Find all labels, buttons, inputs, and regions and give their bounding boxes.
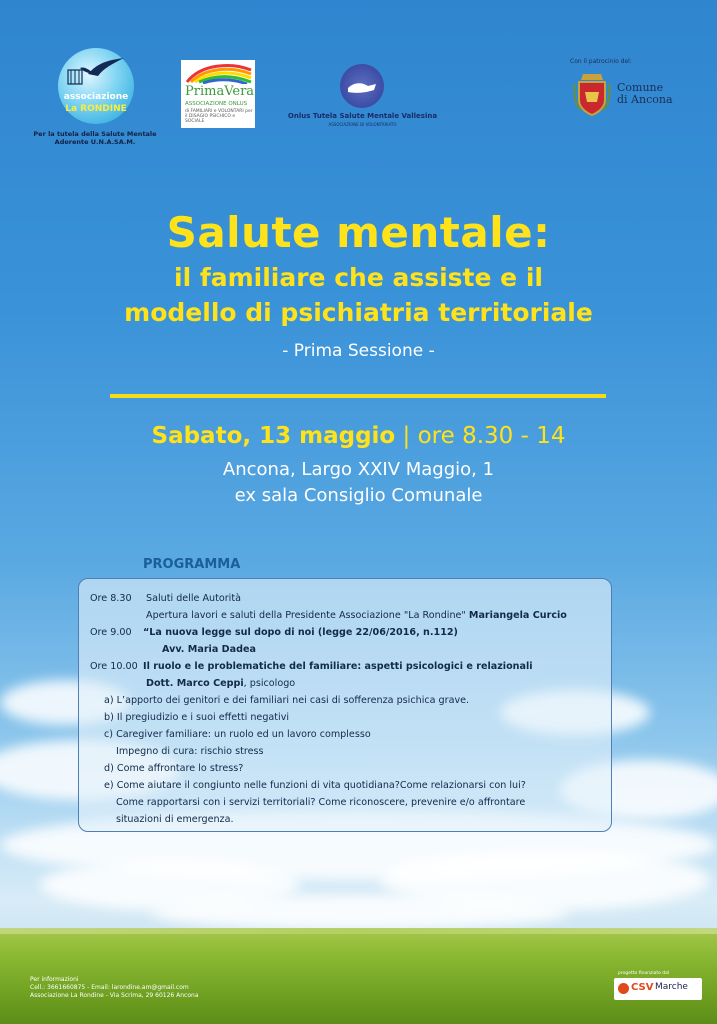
event-venue: ex sala Consiglio Comunale [234, 485, 483, 506]
rainbow-icon [181, 60, 255, 84]
ancona-coat-of-arms-icon [573, 70, 611, 116]
primavera-sub: ASSOCIAZIONE ONLUS [185, 101, 248, 107]
programme-item [146, 610, 567, 621]
title-line: il familiare che assiste e il [174, 263, 543, 292]
csv-funding-label: progetto finanziato dal [618, 971, 670, 976]
rondine-caption-line: Per la tutela della Salute Mentale [33, 130, 157, 138]
programme-subitem: situazioni di emergenza. [116, 814, 234, 825]
hands-icon [340, 64, 384, 108]
onlus-caption: Onlus Tutela Salute Mentale Vallesina [287, 112, 438, 120]
event-date-time [0, 423, 717, 449]
yellow-divider [110, 394, 606, 398]
date-separator: | [395, 423, 418, 449]
csv-marche-logo [614, 978, 702, 1000]
rondine-text-bottom: La RONDINE [65, 104, 127, 114]
contact-info [30, 976, 199, 1000]
programme-time: Ore 10.00 [90, 661, 138, 672]
onlus-vallesina-logo [340, 64, 384, 108]
contact-line: Associazione La Rondine - Via Scrima, 29 60126 Ancona [30, 992, 199, 999]
programme-subitem: b) Il pregiudizio e i suoi effetti negativi [104, 712, 290, 723]
programme-time: Ore 9.00 [90, 627, 132, 638]
cloud [150, 895, 570, 930]
event-address: Ancona, Largo XXIV Maggio, 1 [222, 459, 495, 480]
programme-item: Saluti delle Autorità [146, 593, 241, 604]
primavera-logo [181, 60, 255, 128]
speaker-name: Mariangela Curcio [468, 610, 567, 621]
rondine-caption-line: Aderente U.N.A.SA.M. [54, 138, 136, 146]
speaker-role: , psicologo [243, 678, 296, 689]
rondine-caption [30, 130, 160, 146]
patrocinio-label: Con il patrocinio del: [570, 58, 632, 65]
programme-subitem: Impegno di cura: rischio stress [116, 746, 264, 757]
primavera-desc: di FAMILIARI e VOLONTARI per il DISAGIO PSICHICO e SOCIALE [185, 109, 253, 124]
programme-subitem: e) Come aiutare il congiunto nelle funzioni di vita quotidiana?Come relazionarsi con lui? [104, 780, 526, 791]
programme-item: Il ruolo e le problematiche del familiare: aspetti psicologici e relazionali [143, 661, 533, 672]
primavera-name: PrimaVera [185, 84, 255, 99]
csv-region: Marche [655, 982, 688, 992]
main-title: Salute mentale: [166, 208, 551, 257]
programme-item-text: Apertura lavori e saluti della Presidente Associazione "La Rondine" [146, 610, 469, 621]
programme-subitem: d) Come affrontare lo stress? [104, 763, 244, 774]
swallow-icon [58, 48, 134, 92]
event-date: Sabato, 13 maggio [151, 423, 396, 449]
title-line: modello di psichiatria territoriale [124, 298, 593, 327]
speaker-name: Avv. Maria Dadea [162, 644, 256, 655]
ancona-line: di Ancona [617, 93, 673, 106]
programme-time: Ore 8.30 [90, 593, 132, 604]
programme-subitem: a) L’apporto dei genitori e dei familiari nei casi di sofferenza psichica grave. [104, 695, 470, 706]
rondine-text-top: associazione [63, 92, 129, 102]
contact-line: Cell.: 3661660875 - Email: larondine.am@gmail.com [30, 984, 189, 991]
ancona-line: Comune [617, 81, 664, 94]
title-subheading [0, 260, 717, 330]
comune-ancona-text [617, 82, 673, 106]
session-label: - Prima Sessione - [282, 341, 435, 361]
csv-dot-icon [618, 983, 629, 994]
speaker-name: Dott. Marco Ceppi [146, 678, 244, 689]
programme-heading: PROGRAMMA [143, 557, 241, 572]
event-time: ore 8.30 - 14 [417, 423, 566, 449]
onlus-sub: ASSOCIAZIONE DI VOLONTARIATO [328, 122, 397, 127]
programme-item: “La nuova legge sul dopo di noi (legge 22/06/2016, n.112) [143, 627, 458, 638]
contact-line: Per informazioni [30, 976, 79, 983]
programme-subitem: c) Caregiver familiare: un ruolo ed un lavoro complesso [104, 729, 371, 740]
programme-subitem: Come rapportarsi con i servizi territoriali? Come riconoscere, prevenire e/o affrontare [116, 797, 526, 808]
la-rondine-logo [58, 48, 134, 124]
csv-name: CSV [631, 982, 654, 993]
programme-item [146, 678, 295, 689]
